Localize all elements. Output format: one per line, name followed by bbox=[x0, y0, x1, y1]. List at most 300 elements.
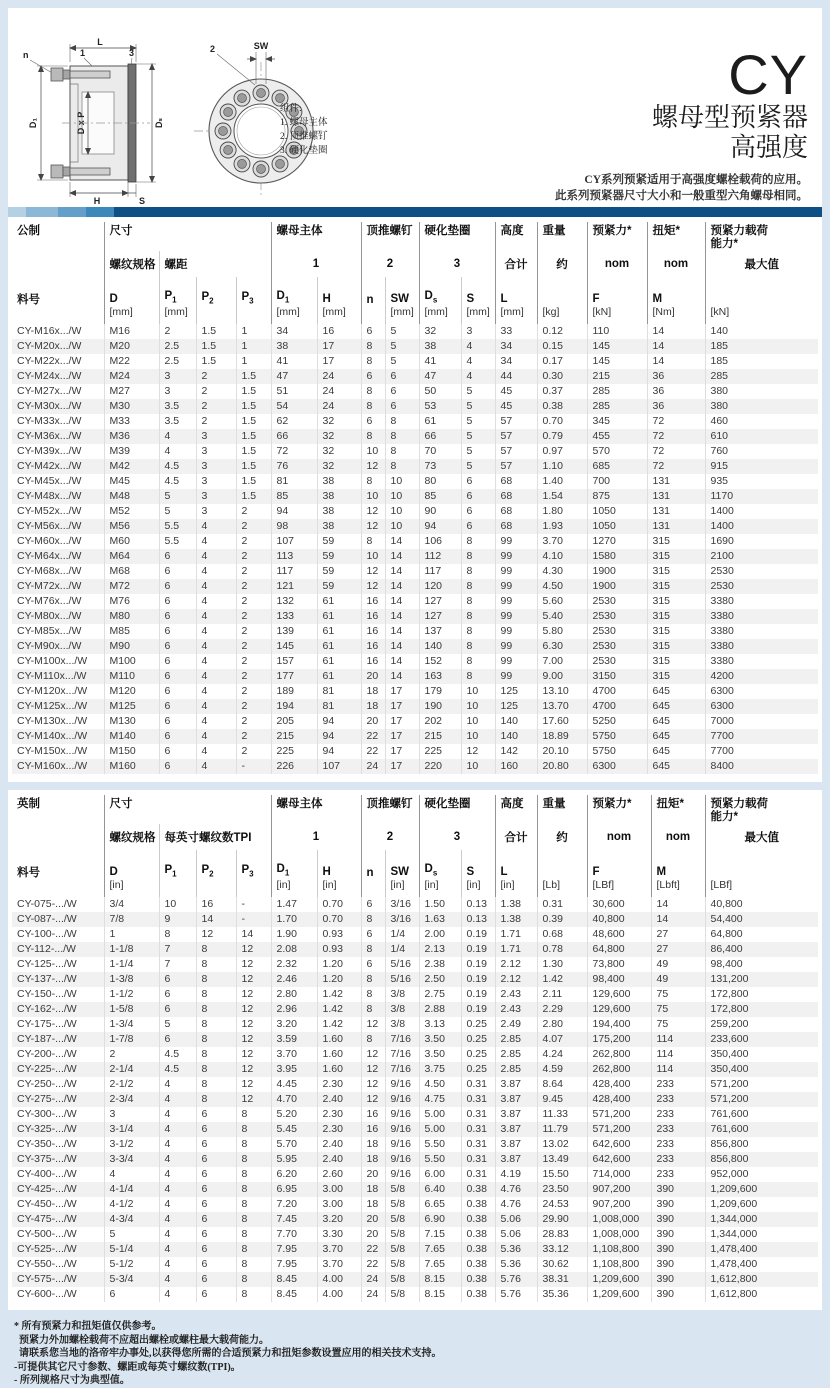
table-cell: 915 bbox=[705, 459, 818, 474]
table-cell: 3.00 bbox=[317, 1182, 361, 1197]
table-cell: 6 bbox=[159, 594, 196, 609]
table-cell: 1.54 bbox=[537, 489, 587, 504]
table-cell: 81 bbox=[317, 684, 361, 699]
table-cell: 1.80 bbox=[537, 504, 587, 519]
table-cell: 3 bbox=[461, 324, 495, 339]
table-cell: 20 bbox=[361, 714, 385, 729]
table-cell: 8 bbox=[236, 1152, 271, 1167]
table-cell: CY-M160x.../W bbox=[17, 760, 88, 772]
table-cell: CY-M42x.../W bbox=[17, 460, 82, 472]
table-cell: 80 bbox=[419, 474, 461, 489]
column-label: $P_3$ bbox=[236, 277, 271, 324]
table-cell: 6 bbox=[159, 714, 196, 729]
nom-header: nom bbox=[587, 251, 647, 277]
table-cell: 350,400 bbox=[705, 1062, 818, 1077]
table-cell: 2.12 bbox=[495, 972, 537, 987]
table-cell: 12 bbox=[361, 579, 385, 594]
table-cell: 3.87 bbox=[495, 1152, 537, 1167]
table-cell: 9/16 bbox=[385, 1122, 419, 1137]
table-cell: 8.15 bbox=[419, 1272, 461, 1287]
table-cell: CY-M39x.../W bbox=[17, 445, 82, 457]
table-cell: 7.15 bbox=[419, 1227, 461, 1242]
table-cell: 4 bbox=[196, 759, 236, 774]
table-cell: 0.30 bbox=[537, 369, 587, 384]
washer-group-header: 硬化垫圈 bbox=[419, 222, 495, 251]
table-cell: 233 bbox=[651, 1077, 705, 1092]
column-label: 料号 bbox=[17, 294, 40, 306]
table-cell: 12 bbox=[361, 1092, 385, 1107]
table-cell: CY-575-.../W bbox=[17, 1273, 77, 1285]
dim-label-L: L bbox=[97, 37, 103, 47]
table-cell: 6 bbox=[196, 1167, 236, 1182]
column-label: n bbox=[361, 277, 385, 324]
table-cell: 571,200 bbox=[705, 1092, 818, 1107]
table-cell: 61 bbox=[317, 609, 361, 624]
table-cell: 0.25 bbox=[461, 1047, 495, 1062]
region-header: 英制 bbox=[17, 798, 40, 810]
table-cell: 7700 bbox=[705, 729, 818, 744]
table-cell: 1-3/4 bbox=[104, 1017, 159, 1032]
table-cell: 131 bbox=[647, 489, 705, 504]
table-cell: 455 bbox=[587, 429, 647, 444]
table-cell: 5.06 bbox=[495, 1227, 537, 1242]
table-cell: 4 bbox=[196, 699, 236, 714]
table-cell: 0.19 bbox=[461, 957, 495, 972]
table-row bbox=[12, 384, 818, 399]
table-cell: CY-162-.../W bbox=[17, 1003, 77, 1015]
table-cell: 6 bbox=[159, 744, 196, 759]
table-cell: 7/16 bbox=[385, 1032, 419, 1047]
table-cell: 22 bbox=[361, 744, 385, 759]
table-cell: 262,800 bbox=[587, 1062, 651, 1077]
column-label: $P_2$ bbox=[196, 277, 236, 324]
table-cell: 1,209,600 bbox=[705, 1182, 818, 1197]
table-cell: 7.20 bbox=[271, 1197, 317, 1212]
table-cell: 113 bbox=[271, 549, 317, 564]
table-cell: 2.80 bbox=[537, 1017, 587, 1032]
table-row bbox=[12, 669, 818, 684]
column-label: $P_3$ bbox=[236, 850, 271, 897]
table-cell: 172,800 bbox=[705, 987, 818, 1002]
table-cell: 85 bbox=[419, 489, 461, 504]
table-cell: 14 bbox=[385, 639, 419, 654]
table-row bbox=[12, 369, 818, 384]
table-cell: 10 bbox=[385, 504, 419, 519]
table-cell: 47 bbox=[419, 369, 461, 384]
table-cell: 32 bbox=[419, 324, 461, 339]
table-cell: - bbox=[236, 897, 271, 912]
table-cell: 1.5 bbox=[236, 384, 271, 399]
column-label: [kN] bbox=[705, 277, 818, 324]
table-cell: 8 bbox=[361, 1002, 385, 1017]
table-cell: 1.20 bbox=[317, 957, 361, 972]
table-cell: 142 bbox=[495, 744, 537, 759]
nom-header: nom bbox=[647, 251, 705, 277]
product-type-title: 螺母型预紧器 bbox=[651, 102, 808, 132]
table-cell: 2.43 bbox=[495, 987, 537, 1002]
table-cell: 6.65 bbox=[419, 1197, 461, 1212]
table-cell: 7.70 bbox=[271, 1227, 317, 1242]
table-cell: M45 bbox=[104, 474, 159, 489]
table-cell: 5.00 bbox=[419, 1107, 461, 1122]
table-cell: 4 bbox=[159, 1287, 196, 1302]
table-cell: 8.15 bbox=[419, 1287, 461, 1302]
table-cell: 315 bbox=[647, 534, 705, 549]
table-cell: 7000 bbox=[705, 714, 818, 729]
table-cell: 6300 bbox=[587, 759, 647, 774]
table-cell: 7700 bbox=[705, 744, 818, 759]
table-cell: 117 bbox=[271, 564, 317, 579]
table-cell: 2 bbox=[236, 669, 271, 684]
table-cell: 4.5 bbox=[159, 474, 196, 489]
max-header: 最大值 bbox=[705, 824, 818, 850]
table-cell: M72 bbox=[104, 579, 159, 594]
table-cell: 6 bbox=[196, 1257, 236, 1272]
table-cell: 6 bbox=[196, 1212, 236, 1227]
table-cell: CY-M130x.../W bbox=[17, 715, 88, 727]
table-cell: 2.75 bbox=[419, 987, 461, 1002]
table-cell: 18 bbox=[361, 1197, 385, 1212]
table-cell: M80 bbox=[104, 609, 159, 624]
table-cell: 5.50 bbox=[419, 1152, 461, 1167]
table-cell: 6 bbox=[361, 927, 385, 942]
table-cell: 8 bbox=[461, 594, 495, 609]
table-cell: CY-425-.../W bbox=[17, 1183, 77, 1195]
table-row bbox=[12, 564, 818, 579]
table-cell: 3.75 bbox=[419, 1062, 461, 1077]
table-cell: 5/8 bbox=[385, 1287, 419, 1302]
table-cell: M125 bbox=[104, 699, 159, 714]
table-cell: 6 bbox=[196, 1272, 236, 1287]
dim-label-n: n bbox=[23, 50, 29, 60]
table-cell: 3/8 bbox=[385, 987, 419, 1002]
table-cell: M130 bbox=[104, 714, 159, 729]
table-cell: 3.20 bbox=[317, 1212, 361, 1227]
table-row bbox=[12, 987, 818, 1002]
column-label: L [mm] bbox=[495, 277, 537, 324]
table-cell: 761,600 bbox=[705, 1122, 818, 1137]
table-cell: 3.95 bbox=[271, 1062, 317, 1077]
table-cell: 94 bbox=[317, 729, 361, 744]
table-cell: 16 bbox=[361, 639, 385, 654]
table-cell: 48,600 bbox=[587, 927, 651, 942]
table-cell: 73,800 bbox=[587, 957, 651, 972]
table-cell: 0.31 bbox=[461, 1122, 495, 1137]
table-cell: 38 bbox=[317, 474, 361, 489]
table-cell: 2.32 bbox=[271, 957, 317, 972]
table-cell: 1.47 bbox=[271, 897, 317, 912]
table-cell: 285 bbox=[705, 369, 818, 384]
table-cell: 0.25 bbox=[461, 1032, 495, 1047]
column-label: SW [in] bbox=[385, 850, 419, 897]
table-cell: 3.87 bbox=[495, 1107, 537, 1122]
table-cell: 233 bbox=[651, 1107, 705, 1122]
torque-group-header: 扭矩* bbox=[647, 222, 705, 251]
table-cell: 0.38 bbox=[461, 1257, 495, 1272]
table-cell: 390 bbox=[651, 1287, 705, 1302]
table-cell: M76 bbox=[104, 594, 159, 609]
nut-body-group-header: 螺母主体 bbox=[271, 795, 361, 824]
table-cell: 94 bbox=[271, 504, 317, 519]
table-cell: 4 bbox=[196, 714, 236, 729]
table-cell: 1170 bbox=[705, 489, 818, 504]
table-cell: 0.97 bbox=[537, 444, 587, 459]
table-cell: 9/16 bbox=[385, 1152, 419, 1167]
table-cell: 6 bbox=[196, 1107, 236, 1122]
table-cell: M60 bbox=[104, 534, 159, 549]
table-cell: CY-500-.../W bbox=[17, 1228, 77, 1240]
table-cell: 4.50 bbox=[537, 579, 587, 594]
table-cell: 0.70 bbox=[317, 912, 361, 927]
table-cell: 107 bbox=[317, 759, 361, 774]
table-row bbox=[12, 444, 818, 459]
table-cell: CY-M85x.../W bbox=[17, 625, 82, 637]
table-cell: 2 bbox=[236, 729, 271, 744]
table-cell: CY-125-.../W bbox=[17, 958, 77, 970]
column-label-row bbox=[12, 850, 818, 897]
header-section bbox=[8, 8, 822, 207]
table-cell: 4 bbox=[159, 444, 196, 459]
table-row bbox=[12, 429, 818, 444]
table-cell: 9/16 bbox=[385, 1137, 419, 1152]
table-cell: M160 bbox=[104, 759, 159, 774]
table-cell: 1-3/8 bbox=[104, 972, 159, 987]
table-cell: 5750 bbox=[587, 729, 647, 744]
table-cell: 5750 bbox=[587, 744, 647, 759]
table-cell: 2.40 bbox=[317, 1092, 361, 1107]
jackbolt-bottom-shape bbox=[51, 165, 63, 178]
table-cell: 12 bbox=[361, 1047, 385, 1062]
table-cell: 5250 bbox=[587, 714, 647, 729]
total-header: 合计 bbox=[495, 251, 537, 277]
table-cell: 0.31 bbox=[461, 1167, 495, 1182]
table-cell: 75 bbox=[651, 987, 705, 1002]
table-cell: 202 bbox=[419, 714, 461, 729]
table-cell: 16 bbox=[361, 1107, 385, 1122]
table-cell: 5.20 bbox=[271, 1107, 317, 1122]
table-cell: 14 bbox=[385, 654, 419, 669]
table-cell: 17 bbox=[385, 759, 419, 774]
table-cell: 4 bbox=[196, 549, 236, 564]
table-cell: 9 bbox=[159, 912, 196, 927]
table-cell: 32 bbox=[317, 414, 361, 429]
table-cell: 18 bbox=[361, 1137, 385, 1152]
table-cell: 700 bbox=[587, 474, 647, 489]
table-cell: 6 bbox=[159, 579, 196, 594]
table-cell: 315 bbox=[647, 579, 705, 594]
table-cell: 3380 bbox=[705, 624, 818, 639]
table-cell: 2.43 bbox=[495, 1002, 537, 1017]
table-cell: 6 bbox=[159, 1002, 196, 1017]
table-cell: 24.53 bbox=[537, 1197, 587, 1212]
table-cell: 12 bbox=[196, 927, 236, 942]
table-cell: 8.45 bbox=[271, 1287, 317, 1302]
table-cell: 0.39 bbox=[537, 912, 587, 927]
table-cell: 94 bbox=[317, 744, 361, 759]
table-row bbox=[12, 1227, 818, 1242]
table-cell: 99 bbox=[495, 594, 537, 609]
table-cell: 40,800 bbox=[705, 897, 818, 912]
table-cell: 99 bbox=[495, 609, 537, 624]
table-cell: 2.30 bbox=[317, 1107, 361, 1122]
table-cell: 125 bbox=[495, 699, 537, 714]
table-cell: 6 bbox=[361, 897, 385, 912]
table-cell: 2.5 bbox=[159, 354, 196, 369]
group-2-header: 2 bbox=[361, 251, 419, 277]
table-cell: 285 bbox=[587, 384, 647, 399]
table-row bbox=[12, 459, 818, 474]
table-cell: 5 bbox=[104, 1227, 159, 1242]
table-cell: 3.70 bbox=[271, 1047, 317, 1062]
table-cell: 220 bbox=[419, 759, 461, 774]
table-cell: 1.5 bbox=[236, 369, 271, 384]
table-cell: CY-M27x.../W bbox=[17, 385, 82, 397]
group-1-header: 1 bbox=[271, 251, 361, 277]
table-cell: CY-M24x.../W bbox=[17, 370, 82, 382]
table-cell: 8 bbox=[461, 579, 495, 594]
table-cell: 4 bbox=[461, 354, 495, 369]
table-cell: 8 bbox=[385, 429, 419, 444]
table-cell: 8.45 bbox=[271, 1272, 317, 1287]
table-cell: 16 bbox=[361, 624, 385, 639]
table-cell: 8 bbox=[461, 624, 495, 639]
table-cell: 99 bbox=[495, 564, 537, 579]
table-cell: 5 bbox=[385, 354, 419, 369]
table-cell: 3.87 bbox=[495, 1137, 537, 1152]
table-cell: CY-375-.../W bbox=[17, 1153, 77, 1165]
table-cell: 5.00 bbox=[419, 1122, 461, 1137]
table-cell: 3.5 bbox=[159, 399, 196, 414]
table-row bbox=[12, 339, 818, 354]
table-cell: 8 bbox=[385, 444, 419, 459]
table-cell: 907,200 bbox=[587, 1182, 651, 1197]
table-cell: 315 bbox=[647, 624, 705, 639]
table-cell: 3 bbox=[159, 384, 196, 399]
table-cell: 6 bbox=[159, 549, 196, 564]
table-cell: 4 bbox=[159, 1272, 196, 1287]
column-label: L [in] bbox=[495, 850, 537, 897]
table-cell: 6 bbox=[461, 519, 495, 534]
table-cell: 24 bbox=[317, 369, 361, 384]
table-cell: 0.38 bbox=[461, 1182, 495, 1197]
table-cell: 131 bbox=[647, 474, 705, 489]
table-cell: 72 bbox=[647, 414, 705, 429]
table-cell: 1.5 bbox=[236, 459, 271, 474]
table-cell: 10 bbox=[361, 489, 385, 504]
table-cell: 59 bbox=[317, 549, 361, 564]
table-cell: 5/16 bbox=[385, 972, 419, 987]
table-cell: CY-450-.../W bbox=[17, 1198, 77, 1210]
table-cell: CY-M52x.../W bbox=[17, 505, 82, 517]
table-cell: 2-1/2 bbox=[104, 1077, 159, 1092]
table-cell: 5/8 bbox=[385, 1227, 419, 1242]
table-cell: 0.38 bbox=[537, 399, 587, 414]
table-cell: 94 bbox=[419, 519, 461, 534]
part-label-2: 2 bbox=[210, 44, 216, 54]
column-label: $P_2$ bbox=[196, 850, 236, 897]
table-cell: 6 bbox=[361, 957, 385, 972]
table-row bbox=[12, 744, 818, 759]
table-cell: 6 bbox=[361, 369, 385, 384]
table-cell: 3.50 bbox=[419, 1047, 461, 1062]
nom-header: nom bbox=[587, 824, 651, 850]
table-cell: 315 bbox=[647, 639, 705, 654]
table-cell: 132 bbox=[271, 594, 317, 609]
footnotes bbox=[8, 1310, 822, 1388]
table-cell: 10 bbox=[159, 897, 196, 912]
table-cell: 45 bbox=[495, 399, 537, 414]
table-cell: 145 bbox=[587, 339, 647, 354]
table-cell: 2.80 bbox=[271, 987, 317, 1002]
table-cell: 41 bbox=[271, 354, 317, 369]
table-cell: 160 bbox=[495, 759, 537, 774]
table-cell: M100 bbox=[104, 654, 159, 669]
table-cell: 1400 bbox=[705, 504, 818, 519]
table-cell: 233 bbox=[651, 1137, 705, 1152]
table-cell: 2100 bbox=[705, 549, 818, 564]
table-cell: 875 bbox=[587, 489, 647, 504]
table-cell: 4 bbox=[159, 1152, 196, 1167]
table-cell: 145 bbox=[587, 354, 647, 369]
accent-segment bbox=[8, 207, 26, 217]
table-cell: 133 bbox=[271, 609, 317, 624]
table-cell: M24 bbox=[104, 369, 159, 384]
table-cell: 0.19 bbox=[461, 987, 495, 1002]
table-cell: 1,008,000 bbox=[587, 1227, 651, 1242]
table-cell: CY-M22x.../W bbox=[17, 355, 82, 367]
table-cell: 17 bbox=[317, 339, 361, 354]
table-cell: 390 bbox=[651, 1197, 705, 1212]
table-cell: 6 bbox=[159, 624, 196, 639]
table-cell: 20 bbox=[361, 1212, 385, 1227]
table-cell: 0.37 bbox=[537, 384, 587, 399]
table-cell: 145 bbox=[271, 639, 317, 654]
table-cell: 34 bbox=[495, 339, 537, 354]
table-cell: 2 bbox=[236, 534, 271, 549]
footnote-line: -可提供其它尺寸参数、螺距或每英寸螺纹数(TPI)。 bbox=[14, 1361, 241, 1373]
table-cell: 14 bbox=[385, 579, 419, 594]
table-cell: 17 bbox=[317, 354, 361, 369]
table-cell: 10 bbox=[461, 699, 495, 714]
table-cell: 68 bbox=[495, 504, 537, 519]
table-cell: 12 bbox=[236, 957, 271, 972]
table-cell: 131,200 bbox=[705, 972, 818, 987]
table-cell: 0.70 bbox=[317, 897, 361, 912]
table-cell: 1,344,000 bbox=[705, 1212, 818, 1227]
imperial-table bbox=[12, 795, 818, 1302]
group-3-header: 3 bbox=[419, 824, 495, 850]
table-cell: CY-112-.../W bbox=[17, 943, 76, 955]
table-cell: 2.00 bbox=[419, 927, 461, 942]
table-cell: 1 bbox=[236, 339, 271, 354]
column-label: F [kN] bbox=[587, 277, 647, 324]
table-row bbox=[12, 534, 818, 549]
table-cell: 44 bbox=[495, 369, 537, 384]
table-cell: 27 bbox=[651, 942, 705, 957]
table-cell: 1.38 bbox=[495, 897, 537, 912]
table-cell: 390 bbox=[651, 1242, 705, 1257]
table-cell: 0.78 bbox=[537, 942, 587, 957]
table-cell: 38 bbox=[419, 339, 461, 354]
table-cell: 1.60 bbox=[317, 1047, 361, 1062]
table-cell: 1/4 bbox=[385, 927, 419, 942]
table-cell: 12 bbox=[236, 1092, 271, 1107]
table-cell: 8 bbox=[236, 1137, 271, 1152]
table-cell: M68 bbox=[104, 564, 159, 579]
table-cell: 6 bbox=[385, 384, 419, 399]
table-cell: 12 bbox=[361, 1062, 385, 1077]
table-cell: 14 bbox=[385, 549, 419, 564]
